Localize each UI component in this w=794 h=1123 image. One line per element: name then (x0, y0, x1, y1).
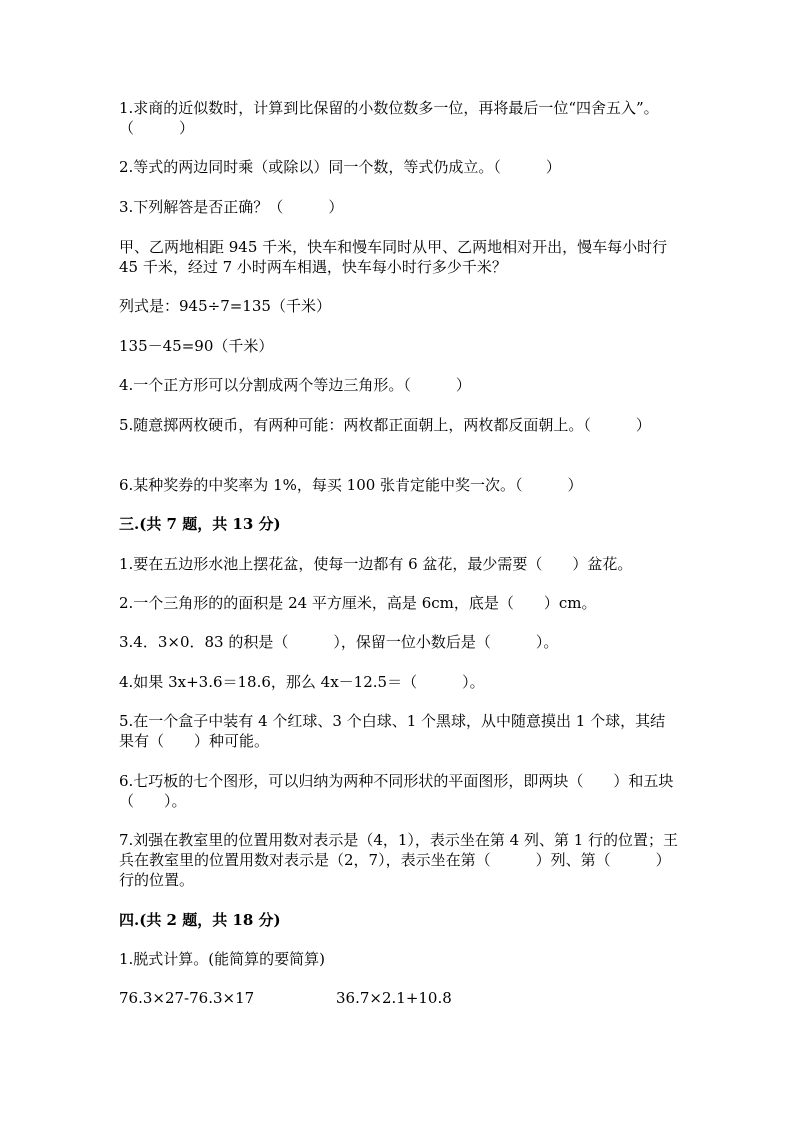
question-4-1: 1.脱式计算。(能简算的要简算) (119, 950, 326, 968)
question-2-3-problem: 甲、乙两地相距 945 千米，快车和慢车同时从甲、乙两地相对开出，慢车每小时行 45 千米，经过 7 小时两车相遇，快车每小时行多少千米？ (119, 238, 672, 276)
question-3-3: 3.4．3×0．83 的积是（ ），保留一位小数后是（ ）。 (119, 633, 559, 651)
section-4-heading: 四.(共 2 题，共 18 分) (119, 911, 281, 929)
question-3-2: 2.一个三角形的的面积是 24 平方厘米，高是 6cm，底是（ ）cm。 (119, 594, 597, 612)
question-2-5: 5.随意掷两枚硬币，有两种可能：两枚都正面朝上，两枚都反面朝上。（ ） (119, 416, 651, 434)
section-3-heading: 三.(共 7 题，共 13 分) (119, 515, 281, 533)
question-3-7: 7.刘强在教室里的位置用数对表示是（4，1），表示坐在第 4 列、第 1 行的位置；王兵在教室里的位置用数对表示是（2，7），表示坐在第（ ）列、第（ ）行的位置。 (119, 831, 679, 889)
question-2-3-step: 135－45=90（千米） (119, 337, 274, 355)
question-2-3-formula: 列式是：945÷7=135（千米） (119, 297, 331, 315)
question-3-4: 4.如果 3x+3.6＝18.6，那么 4x－12.5＝（ ）。 (119, 673, 485, 691)
question-3-1: 1.要在五边形水池上摆花盆，使每一边都有 6 盆花，最少需要（ ）盆花。 (119, 555, 633, 573)
question-2-6: 6.某种奖券的中奖率为 1%，每买 100 张肯定能中奖一次。（ ） (119, 476, 583, 494)
question-2-1: 1.求商的近似数时，计算到比保留的小数位数多一位，再将最后一位“四舍五入”。（ ） (119, 99, 659, 137)
question-3-6: 6.七巧板的七个图形，可以归纳为两种不同形状的平面图形，即两块（ ）和五块（ ）。 (119, 772, 674, 810)
calc-expression-1: 76.3×27-76.3×17 (119, 989, 255, 1007)
question-3-5: 5.在一个盒子中装有 4 个红球、3 个白球、1 个黑球，从中随意摸出 1 个球，其结果有（ ）种可能。 (119, 712, 666, 750)
calc-expression-2: 36.7×2.1+10.8 (336, 989, 452, 1007)
question-2-4: 4.一个正方形可以分割成两个等边三角形。（ ） (119, 376, 471, 394)
question-2-2: 2.等式的两边同时乘（或除以）同一个数，等式仍成立。（ ） (119, 158, 561, 176)
question-2-3: 3.下列解答是否正确？（ ） (119, 198, 344, 216)
